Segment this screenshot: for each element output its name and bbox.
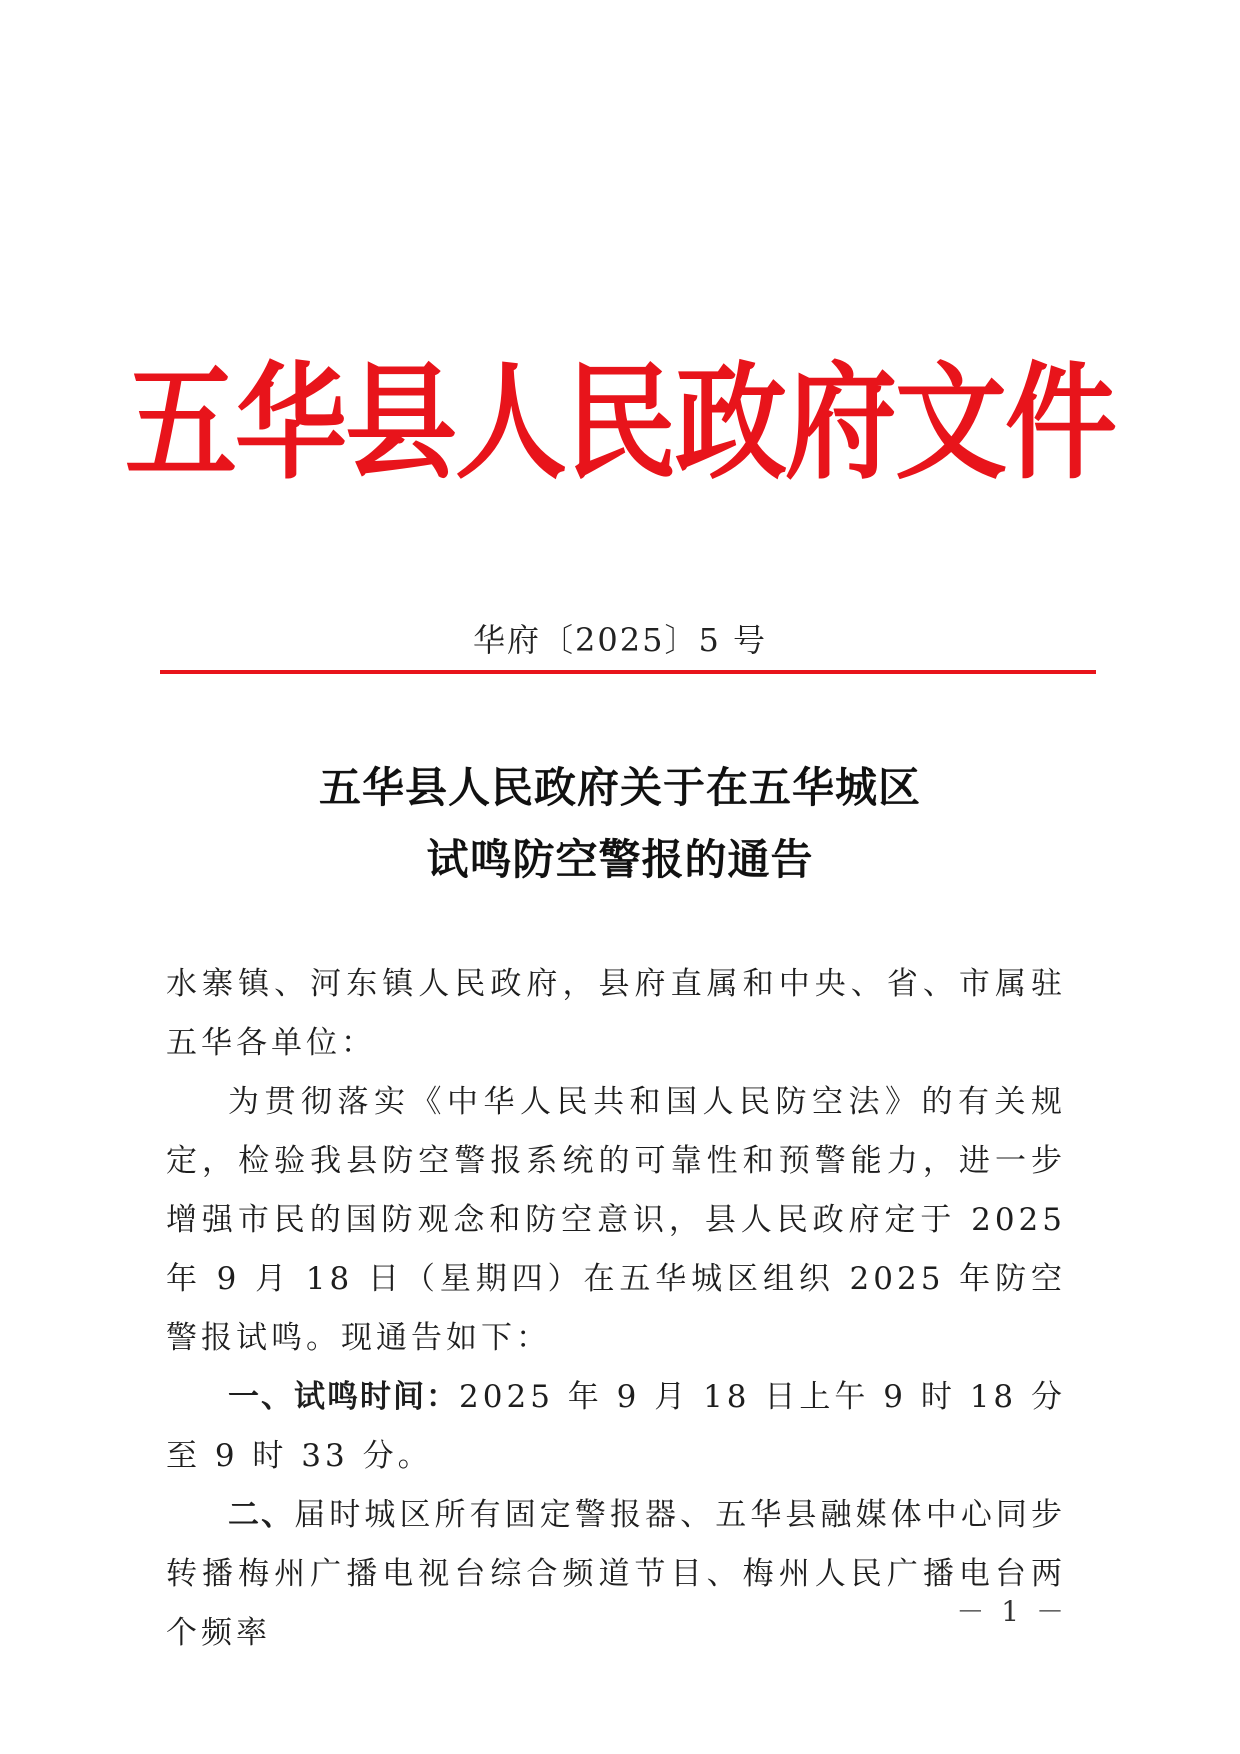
item-2-paragraph bbox=[166, 1486, 1066, 1663]
document-number: 华府〔2025〕5 号 bbox=[473, 621, 767, 659]
notice-title-line-1: 五华县人民政府关于在五华城区 bbox=[318, 763, 921, 812]
notice-title-line-2: 试鸣防空警报的通告 bbox=[426, 835, 814, 884]
notice-title bbox=[0, 752, 1240, 896]
item-1-text: 2025 年 9 月 18 日上午 9 时 18 分至 9 时 33 分。 bbox=[166, 1379, 1067, 1474]
document-masthead: 五华县人民政府文件 bbox=[125, 351, 1115, 497]
item-1-heading: 一、试鸣时间： bbox=[228, 1379, 460, 1415]
item-2-heading: 二、 bbox=[228, 1497, 295, 1533]
red-divider-line bbox=[160, 670, 1096, 674]
item-2-text: 届时城区所有固定警报器、五华县融媒体中心同步转播梅州广播电视台综合频道节目、梅州人民广播电台两个频率 bbox=[166, 1497, 1067, 1651]
intro-paragraph: 为贯彻落实《中华人民共和国人民防空法》的有关规定，检验我县防空警报系统的可靠性和预警能力，进一步增强市民的国防观念和防空意识，县人民政府定于 2025 年 9 月 18 日（星期四）在五华城区组织 2025 年防空警报试鸣。现通告如下： bbox=[166, 1084, 1066, 1356]
notice-body bbox=[166, 955, 1066, 1663]
item-1-paragraph bbox=[166, 1368, 1066, 1486]
page-number: － 1 － bbox=[956, 1595, 1068, 1628]
addressees: 水寨镇、河东镇人民政府，县府直属和中央、省、市属驻五华各单位： bbox=[166, 966, 1066, 1061]
